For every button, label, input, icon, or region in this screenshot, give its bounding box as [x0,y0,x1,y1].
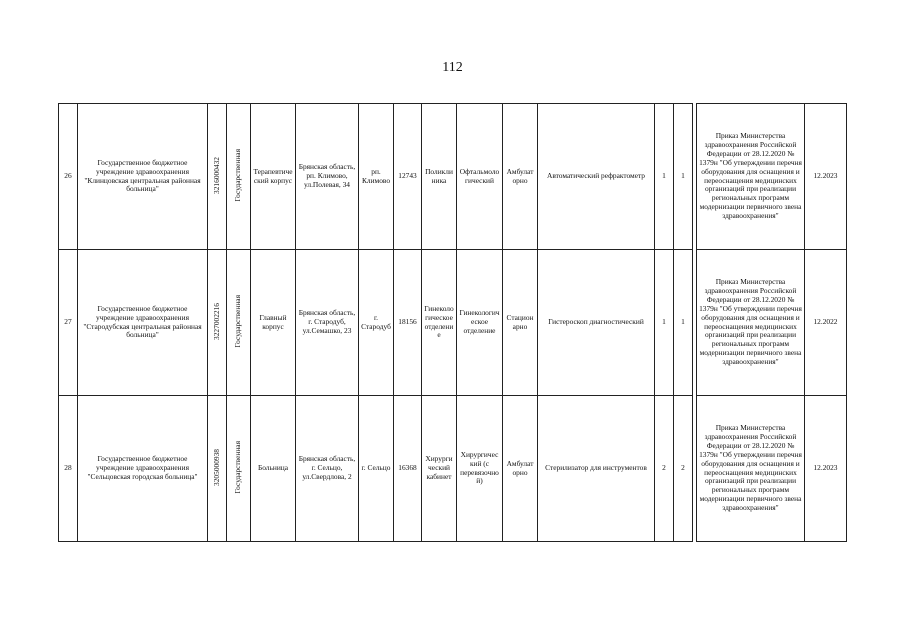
settlement: г. Стародуб [359,250,394,396]
unit: Хирургический кабинет [422,396,457,542]
row-number: 27 [59,250,78,396]
department: Гинекологическое отделение [457,250,503,396]
inn: 3227002216 [211,302,221,340]
quantity-1: 2 [655,396,674,542]
quantity-1: 1 [655,250,674,396]
code: 12743 [394,104,422,250]
legal-basis: Приказ Министерства здравоохранения Российской Федерации от 28.12.2020 № 1379н "Об утверждении перечня оборудования для оснащения и переоснащения медицинских организаций при реализации региональных программ модернизации первичного звена здравоохранения" [697,396,805,542]
ownership: Государственная [233,148,243,202]
ownership-cell [227,250,251,396]
row-number: 26 [59,104,78,250]
deadline: 12.2022 [805,250,847,396]
quantity-1: 1 [655,104,674,250]
equipment-table [58,103,847,542]
inn-cell [208,104,227,250]
code: 18156 [394,250,422,396]
inn: 3205000938 [211,448,221,486]
ownership: Государственная [233,294,243,348]
inn: 3216000432 [211,156,221,194]
equipment-name: Стерилизатор для инструментов [538,396,655,542]
unit: Поликлиника [422,104,457,250]
deadline: 12.2023 [805,396,847,542]
building: Терапевтический корпус [251,104,296,250]
inn-cell [208,396,227,542]
address: Брянская область, г. Стародуб, ул.Семашко, 23 [296,250,359,396]
building: Больница [251,396,296,542]
ownership-cell [227,396,251,542]
department: Офтальмологический [457,104,503,250]
care-type: Стационарно [503,250,538,396]
unit: Гинекологическое отделение [422,250,457,396]
building: Главный корпус [251,250,296,396]
inn-cell [208,250,227,396]
organization-name: Государственное бюджетное учреждение здравоохранения "Клинцовская центральная районная больница" [78,104,208,250]
care-type: Амбулаторно [503,104,538,250]
table-row [59,104,847,250]
deadline: 12.2023 [805,104,847,250]
settlement: рп. Климово [359,104,394,250]
table-row [59,396,847,542]
legal-basis: Приказ Министерства здравоохранения Российской Федерации от 28.12.2020 № 1379н "Об утверждении перечня оборудования для оснащения и переоснащения медицинских организаций при реализации региональных программ модернизации первичного звена здравоохранения" [697,104,805,250]
legal-basis: Приказ Министерства здравоохранения Российской Федерации от 28.12.2020 № 1379н "Об утверждении перечня оборудования для оснащения и переоснащения медицинских организаций при реализации региональных программ модернизации первичного звена здравоохранения" [697,250,805,396]
care-type: Амбулаторно [503,396,538,542]
department: Хирургический (с перевязочной) [457,396,503,542]
address: Брянская область, рп. Климово, ул.Полевая, 34 [296,104,359,250]
quantity-2: 1 [674,104,693,250]
equipment-name: Гистероскоп диагностический [538,250,655,396]
table-row [59,250,847,396]
equipment-name: Автоматический рефрактометр [538,104,655,250]
code: 16368 [394,396,422,542]
organization-name: Государственное бюджетное учреждение здравоохранения "Стародубская центральная районная больница" [78,250,208,396]
ownership-cell [227,104,251,250]
settlement: г. Сельцо [359,396,394,542]
quantity-2: 2 [674,396,693,542]
address: Брянская область, г. Сельцо, ул.Свердлова, 2 [296,396,359,542]
quantity-2: 1 [674,250,693,396]
organization-name: Государственное бюджетное учреждение здравоохранения "Сельцовская городская больница" [78,396,208,542]
row-number: 28 [59,396,78,542]
page-number: 112 [442,60,463,75]
ownership: Государственная [233,440,243,494]
